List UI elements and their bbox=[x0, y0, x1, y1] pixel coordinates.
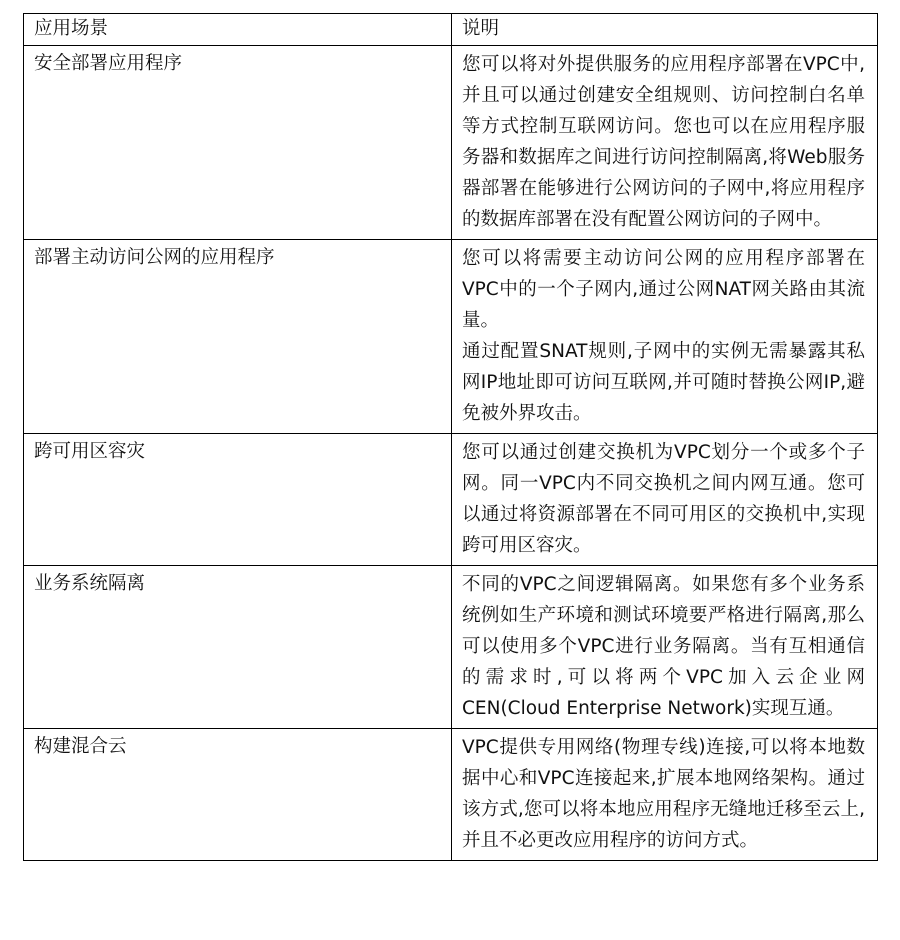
description-cell bbox=[452, 434, 878, 566]
scenario-table bbox=[23, 13, 878, 861]
description-cell bbox=[452, 566, 878, 729]
table-row bbox=[24, 566, 878, 729]
description-paragraph: 不同的VPC之间逻辑隔离。如果您有多个业务系统例如生产环境和测试环境要严格进行隔离,那么可以使用多个VPC进行业务隔离。当有互相通信的需求时,可以将两个VPC加入云企业网CEN(Cloud Enterprise Network)实现互通。 bbox=[462, 574, 865, 719]
table-body bbox=[24, 46, 878, 861]
table-row bbox=[24, 729, 878, 861]
scene-cell: 跨可用区容灾 bbox=[24, 434, 452, 566]
scene-cell: 业务系统隔离 bbox=[24, 566, 452, 729]
description-paragraph: 通过配置SNAT规则,子网中的实例无需暴露其私网IP地址即可访问互联网,并可随时替换公网IP,避免被外界攻击。 bbox=[462, 341, 865, 424]
description-cell bbox=[452, 729, 878, 861]
description-cell bbox=[452, 240, 878, 434]
scene-cell: 部署主动访问公网的应用程序 bbox=[24, 240, 452, 434]
scene-cell: 构建混合云 bbox=[24, 729, 452, 861]
description-paragraph: VPC提供专用网络(物理专线)连接,可以将本地数据中心和VPC连接起来,扩展本地网络架构。通过该方式,您可以将本地应用程序无缝地迁移至云上,并且不必更改应用程序的访问方式。 bbox=[462, 737, 865, 851]
table-row bbox=[24, 46, 878, 240]
header-row bbox=[24, 14, 878, 46]
table-row bbox=[24, 434, 878, 566]
description-cell bbox=[452, 46, 878, 240]
table-header bbox=[24, 14, 878, 46]
table-row bbox=[24, 240, 878, 434]
header-description: 说明 bbox=[452, 14, 878, 46]
description-paragraph: 您可以将对外提供服务的应用程序部署在VPC中,并且可以通过创建安全组规则、访问控制白名单等方式控制互联网访问。您也可以在应用程序服务器和数据库之间进行访问控制隔离,将Web服务器部署在能够进行公网访问的子网中,将应用程序的数据库部署在没有配置公网访问的子网中。 bbox=[462, 54, 865, 230]
description-paragraph: 您可以通过创建交换机为VPC划分一个或多个子网。同一VPC内不同交换机之间内网互通。您可以通过将资源部署在不同可用区的交换机中,实现跨可用区容灾。 bbox=[462, 442, 865, 556]
scene-cell: 安全部署应用程序 bbox=[24, 46, 452, 240]
description-paragraph: 您可以将需要主动访问公网的应用程序部署在VPC中的一个子网内,通过公网NAT网关路由其流量。 bbox=[462, 248, 865, 331]
header-scene: 应用场景 bbox=[24, 14, 452, 46]
